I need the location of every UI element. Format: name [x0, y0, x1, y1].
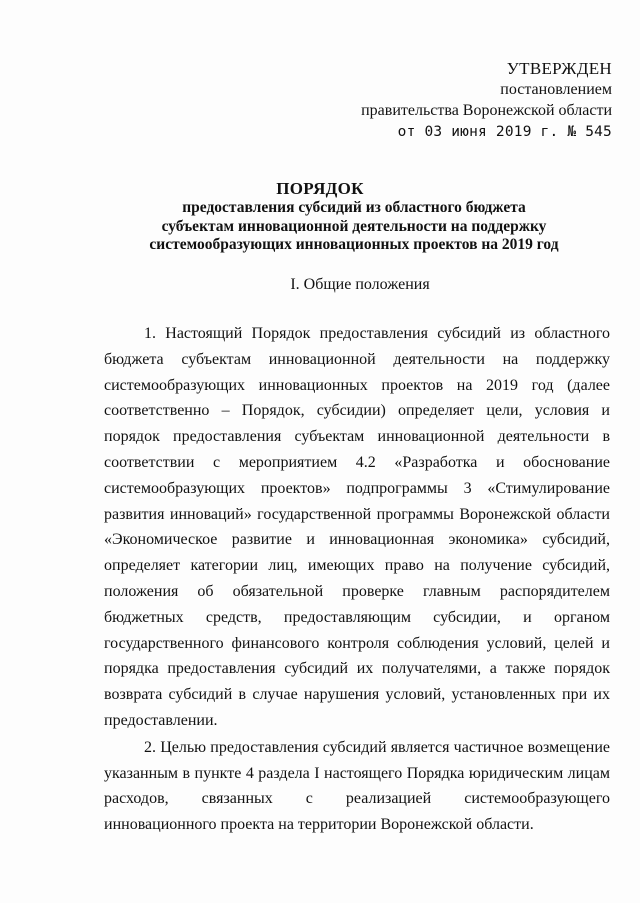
document-title: ПОРЯДОК	[276, 179, 364, 198]
document-subtitle-line: предоставления субсидий из областного бюджета	[182, 199, 526, 216]
approval-line: постановлением	[500, 81, 612, 98]
approval-block	[361, 58, 612, 143]
document-subtitle-line: системообразующих инновационных проектов на 2019 год	[149, 236, 559, 253]
document-body	[104, 321, 610, 838]
approval-line: правительства Воронежской области	[361, 102, 612, 119]
paragraph: 2. Целью предоставления субсидий является частичное возмещение указанным в пункте 4 раздела I настоящего Порядка юридическим лицам расходов, связанных с реализацией системообразующего инновационного проекта на территории Воронежской области.	[104, 738, 610, 834]
document-subtitle	[0, 199, 640, 255]
approval-title: УТВЕРЖДЕН	[506, 59, 612, 78]
section-heading: I. Общие положения	[290, 276, 430, 293]
approval-number-stamp: от 03 июня 2019 г. № 545	[397, 124, 612, 140]
document-subtitle-line: субъектам инновационной деятельности на поддержку	[161, 217, 547, 235]
paragraph: 1. Настоящий Порядок предоставления субсидий из областного бюджета субъектам инновационной деятельности на поддержку системообразующих инновационных проектов на 2019 год (далее соответственно – Порядок, субсидии) определяет цели, условия и порядок предоставления субъектам инновационной деятельности в соответствии с мероприятием 4.2 «Разработка и обоснование системообразующих проектов» подпрограммы 3 «Стимулирование развития инноваций» государственной программы Воронежской области «Экономическое развитие и инновационная экономика» субсидий, определяет категории лиц, имеющих право на получение субсидий, положения об обязательной проверке главным распорядителем бюджетных средств, предоставляющим субсидии, и органом государственного финансового контроля соблюдения условий, целей и порядка предоставления субсидий их получателями, а также порядок возврата субсидий в случае нарушения условий, установленных при их предоставлении.	[104, 325, 610, 729]
